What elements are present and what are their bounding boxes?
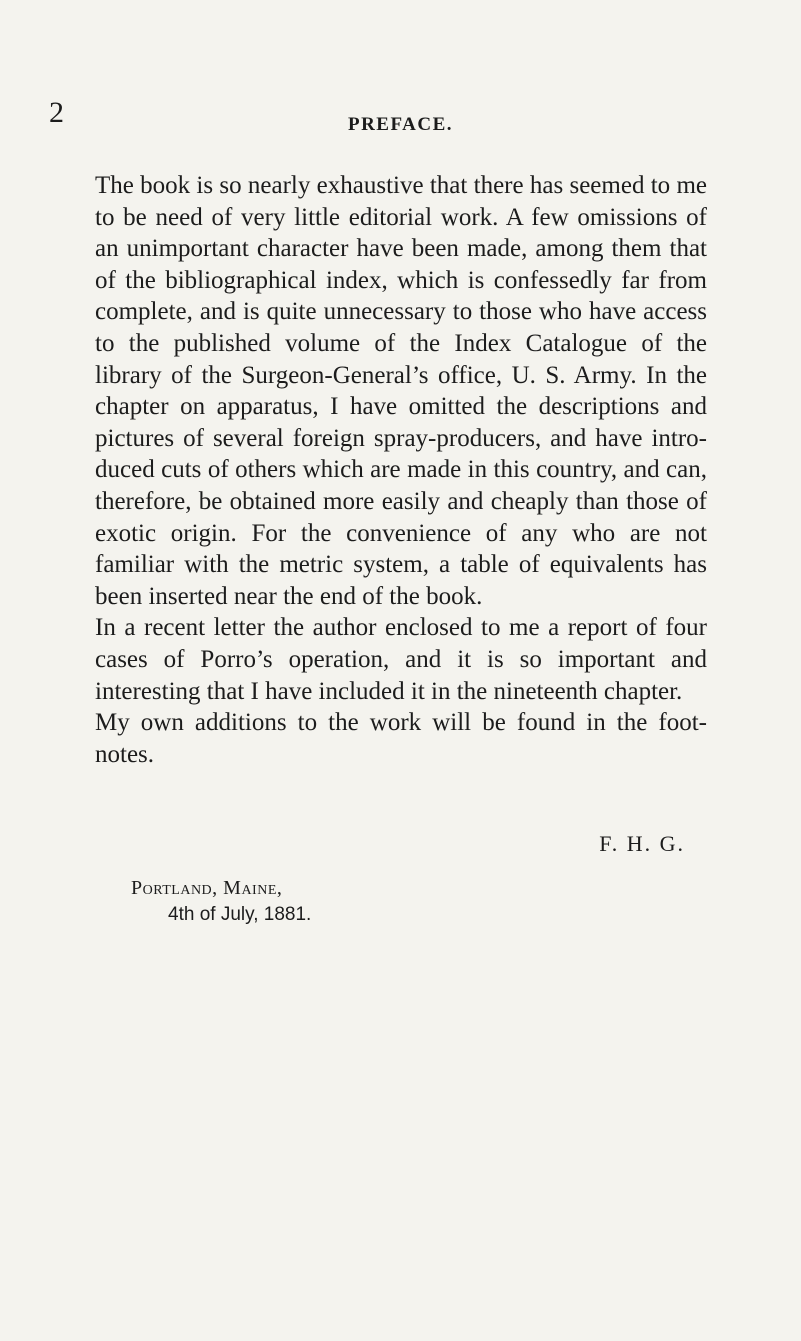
paragraph-3: My own additions to the work will be found in the foot-notes. — [95, 709, 707, 768]
page-number: 2 — [49, 96, 64, 129]
paragraph-1: The book is so nearly exhaustive that there has seemed to me to be need of very little editorial work. A few omissions of an unimportant character have been made, among them that of the bibliographical index, which is confessedly far from complete, and is quite unnecessary to those who have access to the published volume of the Index Catalogue of the library of the Surgeon-General’s office, U. S. Army. In the chapter on apparatus, I have omitted the descriptions and pictures of several foreign spray-producers, and have introduced cuts of others which are made in this country, and can, therefore, be obtained more easily and cheaply than those of exotic origin. For the convenience of any who are not familiar with the metric system, a table of equivalents has been inserted near the end of the book. — [95, 172, 707, 610]
date-line: 4th of July, 1881. — [168, 904, 312, 925]
signature-initials: F. H. G. — [599, 831, 685, 856]
running-head: PREFACE. — [347, 114, 454, 135]
place-line: Portland, Maine, — [131, 877, 283, 899]
paragraph-2: In a recent letter the author enclosed to me a report of four cases of Porro’s operation, and it is so important and interesting that I have included it in the nineteenth chapter. — [95, 614, 707, 705]
preface-body — [95, 170, 707, 770]
